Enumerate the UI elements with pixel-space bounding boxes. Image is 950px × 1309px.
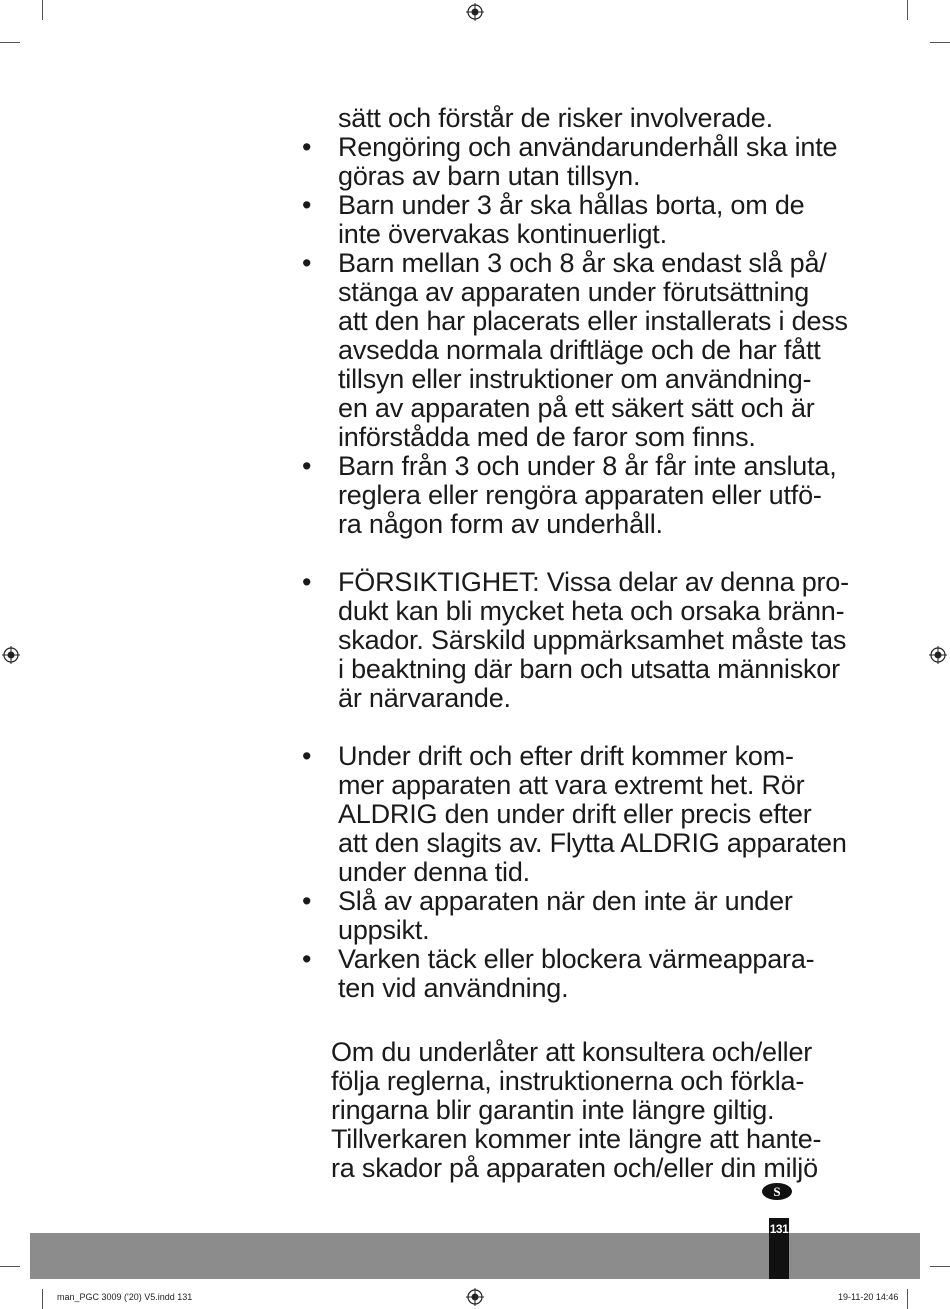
text-line: Tillverkaren kommer inte längre att hante-: [331, 1124, 822, 1154]
text-line: under denna tid.: [338, 857, 530, 887]
text-line: Under drift och efter drift kommer kom-: [338, 741, 794, 771]
bullet-dot-icon: •: [302, 741, 312, 771]
text-line: uppsikt.: [338, 915, 430, 945]
text-line: följa reglerna, instruktionerna och förkla-: [331, 1066, 805, 1096]
registration-mark-icon: [2, 646, 20, 664]
text-line: ALDRIG den under drift eller precis efter: [338, 799, 812, 829]
text-line: Om du underlåter att konsultera och/eller: [331, 1037, 813, 1067]
text-line: införstådda med de faror som finns.: [338, 422, 756, 452]
text-line: ra skador på apparaten och/eller din miljö: [331, 1153, 818, 1183]
text-line: ringarna blir garantin inte längre giltig.: [331, 1095, 775, 1125]
bullet-item: [300, 741, 847, 887]
text-line: Rengöring och användarunderhåll ska inte: [338, 132, 838, 162]
text-line: tillsyn eller instruktioner om användning-: [338, 364, 812, 394]
text-line: Varken täck eller blockera värmeappara-: [338, 944, 815, 974]
bullet-dot-icon: •: [302, 944, 312, 974]
bullet-item: [300, 567, 849, 713]
text-line: dukt kan bli mycket heta och orsaka bränn-: [338, 596, 845, 626]
text-line: att den har placerats eller installerats i dess: [338, 306, 848, 336]
crop-mark: [0, 42, 20, 43]
page-number: 131: [769, 1222, 789, 1236]
text-line: avsedda normala driftläge och de har fått: [338, 335, 821, 365]
bullet-item: [300, 133, 840, 191]
crop-mark: [907, 0, 908, 20]
bullet-item: [300, 452, 840, 539]
bullet-item: [300, 191, 840, 249]
text-line: en av apparaten på ett säkert sätt och är: [338, 393, 815, 423]
bullet-dot-icon: •: [302, 190, 312, 220]
text-line: FÖRSIKTIGHET: Vissa delar av denna pro-: [338, 567, 849, 597]
bullet-list-caution: [300, 567, 849, 713]
slug-timestamp: 19-11-20 14:46: [838, 1292, 899, 1302]
text-line: Barn mellan 3 och 8 år ska endast slå på/: [338, 248, 827, 278]
text-line: reglera eller rengöra apparaten eller utfö-: [338, 480, 822, 510]
bullet-item: [300, 887, 840, 945]
text-line: Barn under 3 år ska hållas borta, om de: [338, 190, 805, 220]
registration-mark-icon: [466, 1288, 484, 1306]
bullet-dot-icon: •: [302, 567, 312, 597]
text-line: göras av barn utan tillsyn.: [338, 161, 641, 191]
text-line: Barn från 3 och under 8 år får inte ansluta,: [338, 451, 837, 481]
crop-mark: [907, 1289, 908, 1309]
bullet-item: [300, 248, 848, 452]
text-line: mer apparaten att vara extremt het. Rör: [338, 770, 805, 800]
text-line: ra någon form av underhåll.: [338, 509, 663, 539]
intro-line: sätt och förstår de risker involverade.: [338, 103, 773, 133]
registration-mark-icon: [929, 646, 947, 664]
bullet-dot-icon: •: [302, 886, 312, 916]
text-line: i beaktning där barn och utsatta människor: [338, 654, 840, 684]
text-line: skador. Särskild uppmärksamhet måste tas: [338, 625, 847, 655]
registration-mark-icon: [466, 3, 484, 21]
crop-mark: [930, 1266, 950, 1267]
warranty-paragraph: [331, 1038, 841, 1183]
crop-mark: [42, 0, 43, 20]
bullet-item: [300, 945, 840, 1003]
safety-text-block: [300, 103, 849, 1003]
bullet-dot-icon: •: [302, 132, 312, 162]
text-line: ten vid användning.: [338, 973, 569, 1003]
language-badge: S: [762, 1183, 792, 1200]
bullet-list-operation: [300, 741, 847, 1003]
bullet-list-children: [300, 132, 848, 539]
text-line: Slå av apparaten när den inte är under: [338, 886, 793, 916]
slug-file-info: man_PGC 3009 ('20) V5.indd 131: [57, 1292, 193, 1302]
text-line: inte övervakas kontinuerligt.: [338, 219, 667, 249]
crop-mark: [42, 1289, 43, 1309]
text-line: är närvarande.: [338, 683, 511, 713]
text-line: stänga av apparaten under förutsättning: [338, 277, 810, 307]
crop-mark: [930, 42, 950, 43]
bullet-dot-icon: •: [302, 451, 312, 481]
text-line: att den slagits av. Flytta ALDRIG apparaten: [338, 828, 847, 858]
crop-mark: [0, 1266, 20, 1267]
bullet-dot-icon: •: [302, 248, 312, 278]
